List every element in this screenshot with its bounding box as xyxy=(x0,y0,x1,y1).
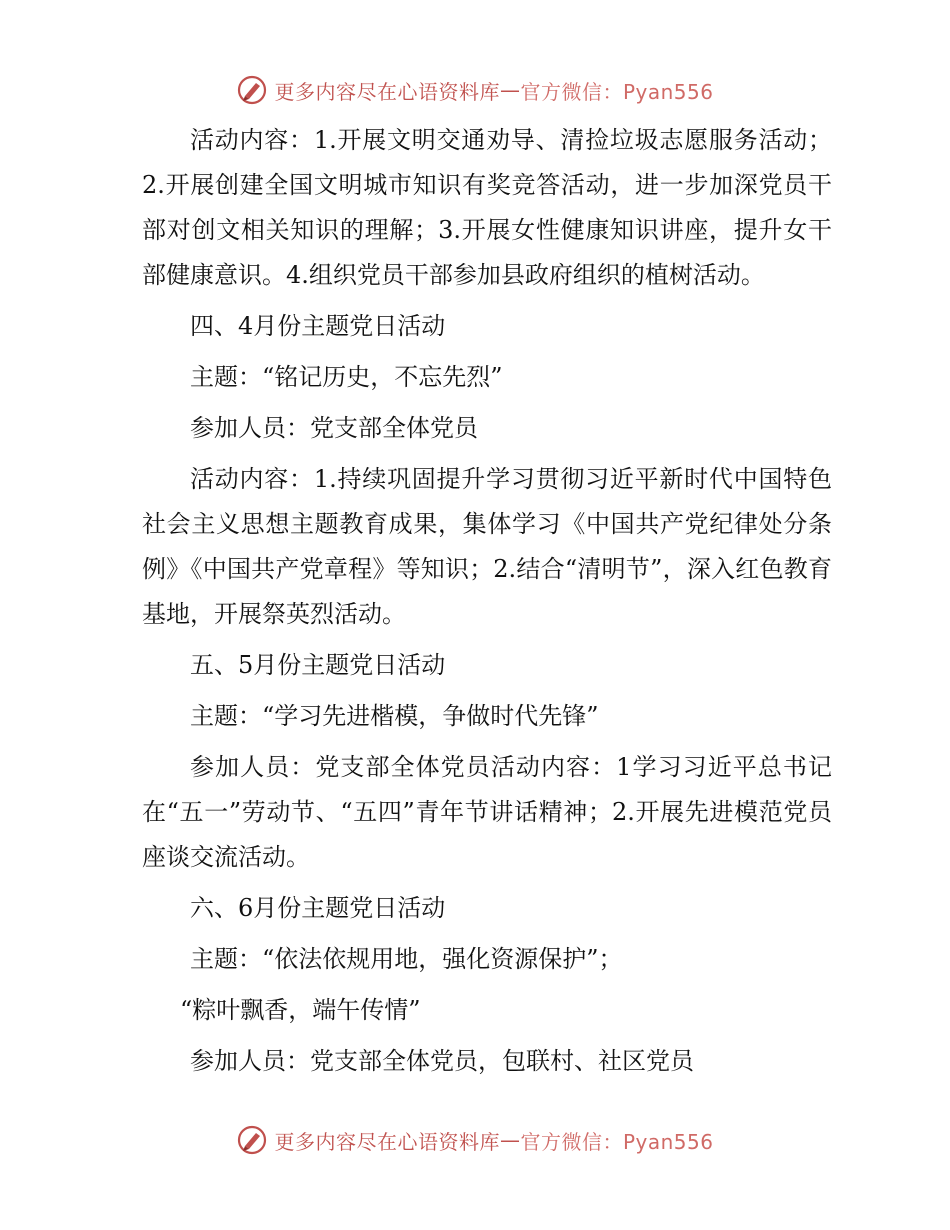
banner-wechat: 官方微信：Pyan556 xyxy=(520,79,714,104)
participants-june: 参加人员：党支部全体党员，包联村、社区党员 xyxy=(190,1047,694,1075)
heading-june: 六、6月份主题党日活动 xyxy=(190,894,446,922)
paragraph-activities-march: 活动内容：1.开展文明交通劝导、清捡垃圾志愿服务活动；2.开展创建全国文明城市知识有奖竞答活动，进一步加深党员干部对创文相关知识的理解；3.开展女性健康知识讲座，提升女干部健康意识。4.组织党员干部参加县政府组织的植树活动。 xyxy=(142,126,832,289)
banner-text: 更多内容尽在心语资料库 xyxy=(274,79,500,104)
theme-june-2: “粽叶飘香，端午传情” xyxy=(180,996,421,1024)
banner-wechat: 官方微信：Pyan556 xyxy=(520,1129,714,1154)
pen-logo-icon xyxy=(236,74,268,106)
banner-text: 更多内容尽在心语资料库 xyxy=(274,1129,500,1154)
document-body xyxy=(142,118,832,1084)
footer-watermark-banner xyxy=(0,1120,950,1160)
participants-activities-may: 参加人员：党支部全体党员活动内容：1学习习近平总书记在“五一”劳动节、“五四”青年节讲话精神；2.开展先进模范党员座谈交流活动。 xyxy=(142,753,832,871)
heading-april: 四、4月份主题党日活动 xyxy=(190,312,446,340)
banner-dash: — xyxy=(499,1128,521,1152)
theme-june-1: 主题：“依法依规用地，强化资源保护”； xyxy=(190,945,623,973)
pen-logo-icon xyxy=(236,1124,268,1156)
banner-dash: — xyxy=(499,78,521,102)
paragraph-activities-april: 活动内容：1.持续巩固提升学习贯彻习近平新时代中国特色社会主义思想主题教育成果，集体学习《中国共产党纪律处分条例》《中国共产党章程》等知识；2.结合“清明节”，深入红色教育基地，开展祭英烈活动。 xyxy=(142,465,832,628)
header-watermark-banner xyxy=(0,70,950,110)
participants-april: 参加人员：党支部全体党员 xyxy=(190,414,478,442)
heading-may: 五、5月份主题党日活动 xyxy=(190,651,446,679)
theme-april: 主题：“铭记历史，不忘先烈” xyxy=(190,363,503,391)
theme-may: 主题：“学习先进楷模，争做时代先锋” xyxy=(190,702,599,730)
